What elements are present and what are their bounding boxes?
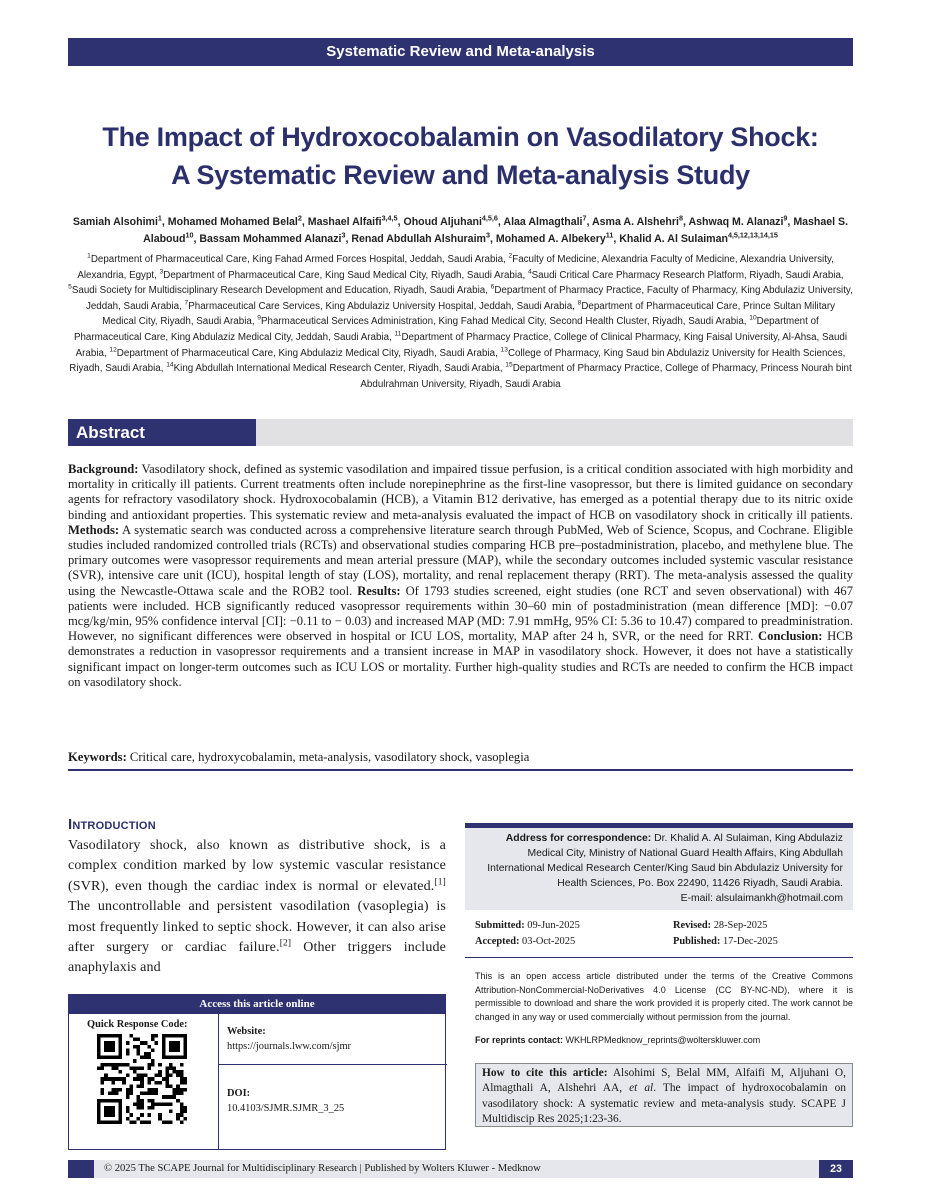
access-online-box (68, 994, 446, 1150)
author-name: Samiah Alsohimi (72, 216, 158, 228)
author-affiliation-index: 8 (678, 213, 683, 223)
revised-date (673, 918, 767, 933)
abstract-methods-label: Methods: (68, 522, 120, 537)
affiliation-text: Pharmaceutical Services Administration, King Fahad Medical City, Second Health Cluster, Riyadh, Saudi Arabia, (260, 316, 750, 328)
author-affiliation-index: 9 (783, 213, 788, 223)
affiliation-text: Department of Pharmaceutical Care, King Abdulaziz Medical City, Riyadh, Saudi Arabia, (116, 347, 501, 359)
abstract-conclusion-label: Conclusion: (758, 629, 823, 644)
correspondence-label: Address for correspondence: (505, 833, 652, 844)
affiliation-index: 9 (257, 315, 261, 323)
author-affiliation-index: 4,5,6 (481, 213, 498, 223)
affiliation-index: 15 (505, 361, 513, 369)
author-affiliation-index: 3,4,5 (381, 213, 398, 223)
submitted-value: 09-Jun-2025 (527, 920, 580, 931)
doi-link[interactable]: 10.4103/SJMR.SJMR_3_25 (227, 1103, 345, 1114)
author-affiliation-index: 10 (185, 230, 194, 240)
submitted-label: Submitted: (475, 920, 525, 931)
affiliation-index: 14 (166, 361, 174, 369)
page-footer (68, 1160, 853, 1178)
introduction-heading: Introduction (68, 816, 156, 833)
page-number: 23 (819, 1160, 853, 1178)
accepted-label: Accepted: (475, 936, 520, 947)
affiliation-index: 11 (394, 330, 402, 338)
title-line-1: The Impact of Hydroxocobalamin on Vasodilatory Shock: (102, 122, 819, 152)
affiliation-text: Department of Pharmaceutical Care, Prince Sultan Military Medical City, Riyadh, Saudi Arabia, (102, 300, 836, 328)
keywords-text: Critical care, hydroxycobalamin, meta-analysis, vasodilatory shock, vasoplegia (126, 750, 530, 764)
affiliation-text: Faculty of Medicine, Alexandria Faculty of Medicine, Alexandria University, Alexandria, Egypt, (77, 254, 834, 281)
affiliation-text: Department of Pharmaceutical Care, King Fahad Armed Forces Hospital, Jeddah, Saudi Arabia, (90, 254, 509, 265)
correspondence-text: Dr. Khalid A. Al Sulaiman, King Abdulaziz Medical City, Ministry of National Guard Health Affairs, King Abdullah International Medical Research Center/King Saud bin Abdulaziz University for Health Sciences, Po. Box 22490, 11426 Riyadh, Saudi Arabia. (487, 833, 843, 889)
author-list: Samiah Alsohimi$^1$, Mohamed Mohamed Belal$^2$, Mashael Alfaifi$^{3,4,5}$, Ohoud Aljuhani$^{4,5,6}$, Alaa Almagthali$^7$, Asma A. Alshehri$^8$, Ashwaq M. Alanazi$^9$, Mashael S. Alaboud$^{10}$, Bassam Mohammed Alanazi$^3$, Renad Abdullah Alshuraim$^3$, Mohamed A. Albekery$^{11}$, Khalid A. Al Sulaiman$^{4,5,12,13,14,15}$ (72, 213, 849, 245)
reference-link-1[interactable]: [1] (434, 877, 446, 888)
qr-code[interactable] (97, 1034, 187, 1124)
author-affiliation-index: 2 (297, 213, 302, 223)
title-line-2: A Systematic Review and Meta-analysis Study (171, 160, 750, 190)
cite-text-1: Alsohimi S, Belal MM, Alfaifi M, Aljuhani O, Almagthali A, Alshehri AA, (482, 1067, 846, 1095)
affiliation-index: 8 (577, 299, 582, 307)
abstract-conclusion-text: HCB demonstrates a reduction in vasopressor requirements and a transient increase in MAP in vasodilatory shock. However, it does not have a statistically significant impact on longer-term outcomes such as ICU LOS or mortality. Further high-quality studies and RCTs are needed to confirm the HCB impact on vasodilatory shock. (68, 629, 853, 689)
affiliation-index: 12 (109, 346, 117, 354)
author-affiliation-index: 7 (582, 213, 587, 223)
website-link[interactable]: https://journals.lww.com/sjmr (227, 1041, 352, 1052)
abstract-background-label: Background: (68, 462, 139, 476)
access-heading: Access this article online (69, 995, 445, 1014)
affiliation-index: 1 (87, 252, 91, 260)
reprints-contact (475, 1035, 853, 1045)
author-name: Khalid A. Al Sulaiman (619, 233, 728, 245)
affiliation-index: 7 (184, 299, 189, 307)
author-affiliation-index: 3 (341, 230, 346, 240)
affiliation-list (68, 252, 853, 392)
author-affiliation-index: 4,5,12,13,14,15 (727, 230, 778, 240)
affiliation-text: Saudi Critical Care Pharmacy Research Platform, Riyadh, Saudi Arabia, (531, 269, 844, 281)
abstract-header-bar (68, 419, 853, 446)
abstract-body (68, 462, 853, 690)
affiliation-text: Pharmaceutical Care Services, King Abdulaziz University Hospital, Jeddah, Saudi Arabia, (188, 300, 578, 312)
affiliation-index: 4 (527, 268, 532, 276)
reference-link-2[interactable]: [2] (279, 938, 292, 949)
author-name: Bassam Mohammed Alanazi (199, 233, 342, 245)
access-divider (219, 1064, 447, 1065)
abstract-results-text: Of 1793 studies screened, eight studies (one RCT and seven observational) with 467 patients were included. HCB significantly reduced vasopressor requirements within 30–60 min of postadministration (mean difference [MD]: −0.07 mcg/kg/min, 95% confidence interval [CI]: −0.11 to − 0.03) and increased MAP (MD: 7.91 mmHg, 95% CI: 5.36 to 10.47) compared to preadministration. However, no significant differences were observed in hospital or ICU LOS, mortality, MAP after 24 h, SVR, or the need for RRT. (68, 583, 853, 644)
submitted-date (475, 918, 580, 933)
affiliation-text: Department of Pharmacy Practice, College of Pharmacy, Princess Nourah bint Abdulrahman University, Riyadh, Saudi Arabia (360, 363, 852, 390)
keywords-label: Keywords: (68, 750, 127, 764)
footer-copyright: © 2025 The SCAPE Journal for Multidisciplinary Research | Published by Wolters Kluwer - Medknow (104, 1163, 541, 1174)
accepted-value: 03-Oct-2025 (522, 936, 576, 947)
affiliation-index: 10 (749, 315, 757, 323)
affiliation-index: 6 (490, 283, 495, 291)
author-affiliation-index: 3 (485, 230, 490, 240)
accepted-date (475, 934, 575, 949)
author-name: Ashwaq M. Alanazi (688, 216, 784, 228)
qr-label: Quick Response Code: (87, 1019, 188, 1030)
section-banner: Systematic Review and Meta-analysis (68, 38, 853, 66)
reprints-label: For reprints contact: (475, 1035, 564, 1045)
license-notice: This is an open access article distributed under the terms of the Creative Commons Attribution-NonCommercial-NoDerivatives 4.0 License (CC BY-NC-ND), where it is permissible to download and share the work provided it is properly cited. The work cannot be changed in any way or used commercially without permission from the journal. (475, 971, 853, 1022)
affiliation-text: Department of Pharmaceutical Care, King Abdulaziz Medical City, Jeddah, Saudi Arabia, (73, 316, 819, 343)
correspondence-email[interactable]: E-mail: alsulaimankh@hotmail.com (680, 893, 843, 904)
author-affiliation-index: 11 (605, 230, 614, 240)
abstract-results-label: Results: (357, 583, 401, 598)
correspondence-box (465, 823, 853, 910)
author-name: Ohoud Aljuhani (403, 216, 482, 228)
article-title (68, 118, 853, 194)
affiliation-index: 13 (500, 346, 508, 354)
revised-value: 28-Sep-2025 (713, 920, 768, 931)
introduction-paragraph (68, 836, 446, 979)
keywords (68, 750, 853, 765)
affiliation-text: King Abdullah International Medical Research Center, Riyadh, Saudi Arabia, (173, 363, 506, 375)
cite-label: How to cite this article: (482, 1067, 608, 1079)
affiliation-text: College of Pharmacy, King Saud bin Abdulaziz University for Health Sciences, Riyadh, Saudi Arabia, (69, 347, 846, 375)
author-name: Mashael S. Alaboud (143, 216, 849, 245)
abstract-methods-text: A systematic search was conducted across a comprehensive literature search through PubMed, Web of Science, Scopus, and Cochrane. Eligible studies included randomized controlled trials (RCTs) and observational studies comparing HCB pre–postadministration, placebo, and methylene blue. The primary outcomes were vasopressor requirements and mean arterial pressure (MAP), while the secondary outcomes included systemic vascular resistance (SVR), intensive care unit (ICU), hospital length of stay (LOS), mortality, and renal replacement therapy (RRT). The meta-analysis assessed the quality using the Newcastle-Ottawa scale and the ROB2 tool. (68, 522, 853, 598)
published-date (673, 934, 778, 949)
affiliation-text: Department of Pharmacy Practice, Faculty of Pharmacy, King Abdulaziz University, Jeddah, Saudi Arabia, (85, 285, 853, 312)
abstract-divider (68, 769, 853, 771)
author-name: Alaa Almagthali (503, 216, 583, 228)
cite-etal: et al (629, 1082, 654, 1095)
affiliation-index: 5 (68, 283, 72, 291)
doi-label: DOI: (227, 1088, 251, 1099)
author-name: Mashael Alfaifi (307, 216, 382, 228)
abstract-background-text: Vasodilatory shock, defined as systemic vasodilation and impaired tissue perfusion, is a critical condition associated with high morbidity and mortality in critically ill patients. Current treatments often include norepinephrine as the first-line vasopressor, but there is limited guidance on secondary agents for refractory vasodilatory shock. Hydroxocobalamin (HCB), a Vitamin B12 derivative, has emerged as a potential therapy due to its nitric oxide binding and antioxidant properties. This systematic review and meta-analysis evaluated the impact of HCB on vasodilatory shock in critically ill patients. (68, 462, 853, 522)
author-name: Asma A. Alshehri (592, 216, 679, 228)
affiliation-text: Department of Pharmacy Practice, College of Clinical Pharmacy, King Faisal University, Al-Ahsa, Saudi Arabia, (75, 331, 848, 359)
intro-text-3: Other triggers include anaphylaxis and (68, 940, 446, 976)
cite-text-2: . The impact of hydroxocobalamin on vasodilatory shock: A systematic review and meta-analysis study. SCAPE J Multidiscip Res 2025;1:23-36. (482, 1082, 847, 1125)
author-name: Mohamed A. Albekery (495, 233, 606, 245)
footer-accent (68, 1160, 94, 1178)
intro-text-2: The uncontrollable and persistent vasodilation (vasoplegia) is most frequently linked to septic shock. However, it can also arise after surgery or cardiac failure. (68, 899, 446, 956)
affiliation-text: Department of Pharmaceutical Care, King Saud Medical City, Riyadh, Saudi Arabia, (163, 269, 528, 281)
published-label: Published: (673, 936, 721, 947)
affiliation-index: 2 (508, 252, 513, 260)
revised-label: Revised: (673, 920, 712, 931)
intro-text-1: Vasodilatory shock, also known as distributive shock, is a complex condition marked by low systemic vascular resistance (SVR), even though the cardiac index is normal or elevated. (68, 838, 446, 894)
affiliation-index: 3 (159, 268, 164, 276)
published-value: 17-Dec-2025 (722, 936, 778, 947)
affiliation-text: Saudi Society for Multidisciplinary Research Development and Education, Riyadh, Saudi Arabia, (71, 285, 491, 297)
dates-divider (465, 957, 853, 958)
author-name: Mohamed Mohamed Belal (167, 216, 298, 228)
website-label: Website: (227, 1026, 266, 1037)
abstract-heading: Abstract (68, 419, 256, 446)
citation-box (475, 1063, 853, 1127)
qr-section (69, 1014, 219, 1149)
author-affiliation-index: 1 (157, 213, 162, 223)
author-name: Renad Abdullah Alshuraim (351, 233, 486, 245)
reprints-email[interactable]: WKHLRPMedknow_reprints@wolterskluwer.com (563, 1035, 761, 1045)
